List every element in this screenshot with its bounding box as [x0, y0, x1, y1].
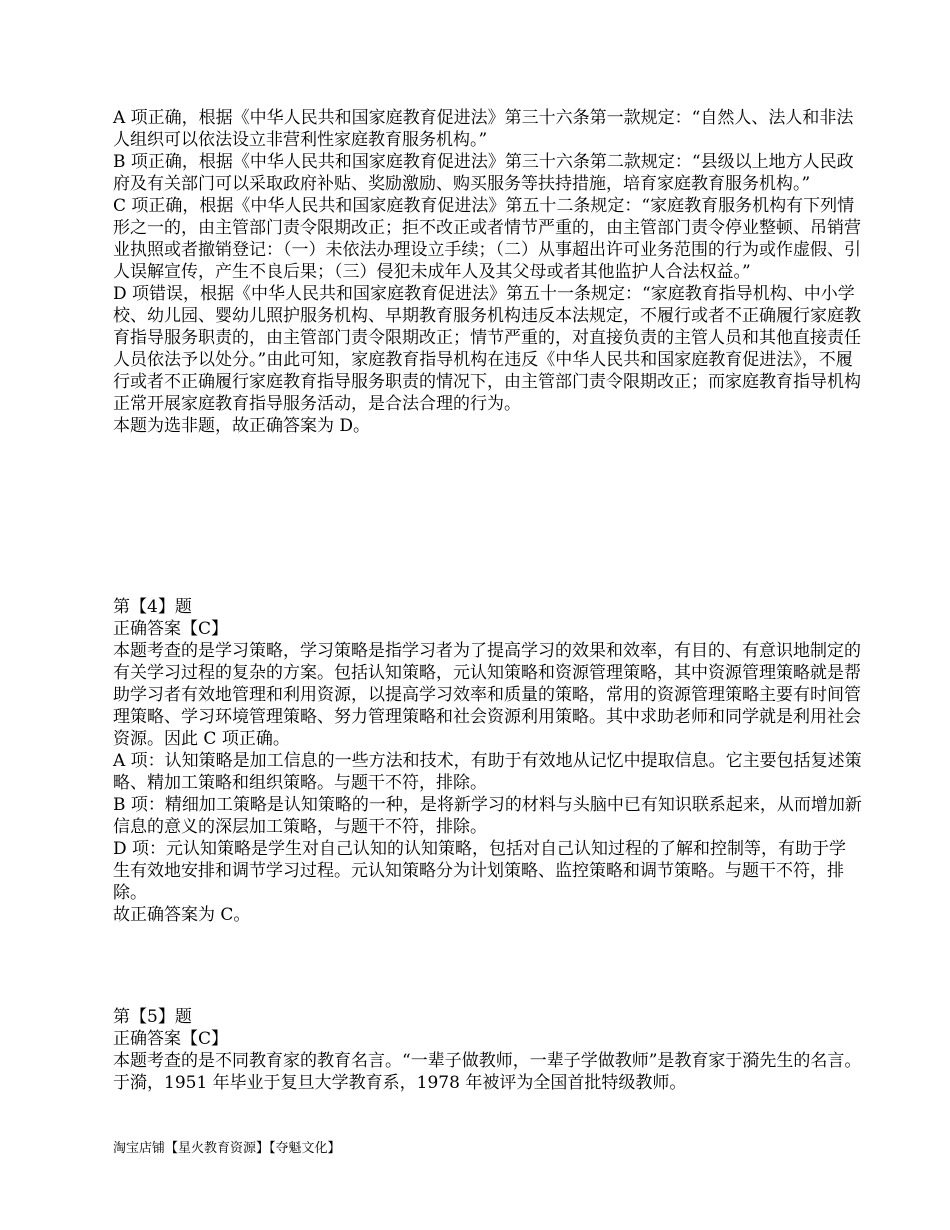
- correct-answer: 正确答案【C】: [113, 619, 229, 639]
- section-5: [113, 1006, 863, 1094]
- option-b-explanation: B 项正确，根据《中华人民共和国家庭教育促进法》第三十六条第二款规定：“县级以上地方人民政府及有关部门可以采取政府补贴、奖励激励、购买服务等扶持措施，培育家庭教育服务机构。”: [113, 152, 854, 194]
- option-a-explanation: A 项正确，根据《中华人民共和国家庭教育促进法》第三十六条第一款规定：“自然人、法人和非法人组织可以依法设立非营利性家庭教育服务机构。”: [113, 108, 854, 150]
- option-b-explanation: B 项：精细加工策略是认知策略的一种，是将新学习的材料与头脑中已有知识联系起来，从而增加新信息的意义的深层加工策略，与题干不符，排除。: [113, 795, 862, 837]
- option-c-explanation: C 项正确，根据《中华人民共和国家庭教育促进法》第五十二条规定：“家庭教育服务机构有下列情形之一的，由主管部门责令限期改正；拒不改正或者情节严重的，由主管部门责令停业整顿、吊销营业执照或者撤销登记：（一）未依法办理设立手续；（二）从事超出许可业务范围的行为或作虚假、引人误解宣传，产生不良后果；（三）侵犯未成年人及其父母或者其他监护人合法权益。”: [113, 196, 861, 282]
- section-3: [113, 107, 863, 437]
- question-heading: 第【5】题: [113, 1007, 192, 1027]
- conclusion: 故正确答案为 C。: [113, 905, 251, 925]
- option-a-explanation: A 项：认知策略是加工信息的一些方法和技术，有助于有效地从记忆中提取信息。它主要包括复述策略、精加工策略和组织策略。与题干不符，排除。: [113, 751, 862, 793]
- correct-answer: 正确答案【C】: [113, 1029, 229, 1049]
- explanation-paragraph: 本题考查的是学习策略，学习策略是指学习者为了提高学习的效果和效率，有目的、有意识地制定的有关学习过程的复杂的方案。包括认知策略，元认知策略和资源管理策略，其中资源管理策略就是帮助学习者有效地管理和利用资源，以提高学习效率和质量的策略，常用的资源管理策略主要有时间管理策略、学习环境管理策略、努力管理策略和社会资源利用策略。其中求助老师和同学就是利用社会资源。因此 C 项正确。: [113, 641, 861, 749]
- conclusion: 本题为选非题，故正确答案为 D。: [113, 416, 371, 436]
- option-d-explanation: D 项错误，根据《中华人民共和国家庭教育促进法》第五十一条规定：“家庭教育指导机构、中小学校、幼儿园、婴幼儿照护服务机构、早期教育服务机构违反本法规定，不履行或者不正确履行家庭教育指导服务职责的，由主管部门责令限期改正；情节严重的，对直接负责的主管人员和其他直接责任人员依法予以处分。”由此可知，家庭教育指导机构在违反《中华人民共和国家庭教育促进法》，不履行或者不正确履行家庭教育指导服务职责的情况下，由主管部门责令限期改正；而家庭教育指导机构正常开展家庭教育指导服务活动，是合法合理的行为。: [113, 284, 861, 414]
- footer-text: 淘宝店铺【星火教育资源】【夺魁文化】: [113, 1141, 341, 1156]
- question-heading: 第【4】题: [113, 597, 192, 617]
- option-d-explanation: D 项：元认知策略是学生对自己认知的认知策略，包括对自己认知过程的了解和控制等，有助于学生有效地安排和调节学习过程。元认知策略分为计划策略、监控策略和调节策略。与题干不符，排除。: [113, 839, 847, 903]
- section-4: [113, 596, 863, 926]
- explanation-paragraph: 本题考查的是不同教育家的教育名言。“一辈子做教师，一辈子学做教师”是教育家于漪先生的名言。于漪，1951 年毕业于复旦大学教育系，1978 年被评为全国首批特级教师。: [113, 1051, 862, 1093]
